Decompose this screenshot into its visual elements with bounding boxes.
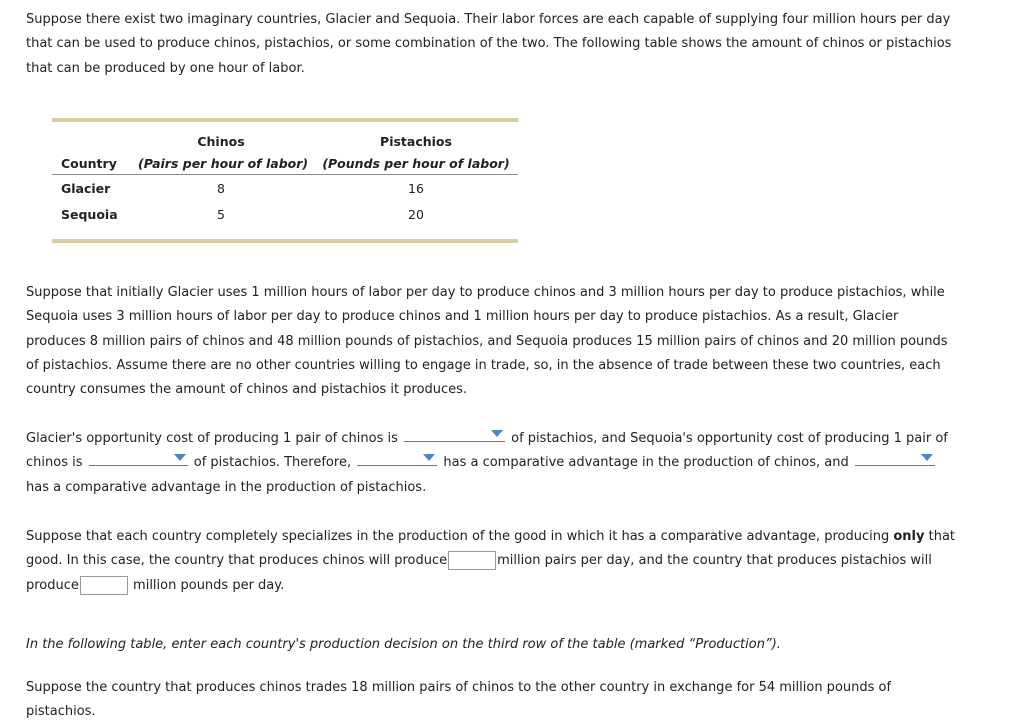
chevron-down-icon <box>921 454 933 461</box>
header-chinos: Chinos <box>197 134 245 149</box>
row-sequoia-chinos: 5 <box>217 207 225 222</box>
labor-productivity-table <box>52 118 518 243</box>
header-chinos-unit: (Pairs per hour of labor) <box>138 156 309 171</box>
header-pistachios: Pistachios <box>380 134 452 149</box>
chinos-production-input[interactable] <box>448 551 496 570</box>
opportunity-cost-question <box>26 427 961 500</box>
opp-cost-text-4: has a comparative advantage in the production of chinos, and <box>443 455 849 471</box>
glacier-opportunity-cost-dropdown[interactable] <box>404 427 505 442</box>
specialize-emphasis: only <box>893 529 925 544</box>
row-glacier-chinos: 8 <box>217 181 225 196</box>
scenario-paragraph: Suppose that initially Glacier uses 1 million hours of labor per day to produce chinos and 3 million hours per day to produce pistachios, while Sequoia uses 3 million hours of labor per day to produce chinos and 1 million hours per day to produce pistachios. As a result, Glacier produces 8 million pairs of chinos and 48 million pounds of pistachios, and Sequoia produces 15 million pairs of chinos and 20 million pounds of pistachios. Assume there are no other countries willing to engage in trade, so, in the absence of trade between these two countries, each country consumes the amount of chinos and pistachios it produces. <box>26 285 948 398</box>
header-country: Country <box>61 156 117 171</box>
chevron-down-icon <box>491 430 503 437</box>
pistachios-advantage-dropdown[interactable] <box>855 451 935 466</box>
sequoia-opportunity-cost-dropdown[interactable] <box>89 451 188 466</box>
opp-cost-text-2: of pistachios, and Sequoia's opportunity cost of producing 1 pair of chinos is <box>26 431 948 471</box>
specialize-text-3: million pairs per day, and the country that produces pistachios will produce <box>26 553 932 593</box>
specialize-text-4: million pounds per day. <box>133 577 285 593</box>
row-glacier-country: Glacier <box>61 181 111 196</box>
row-sequoia-country: Sequoia <box>61 207 118 222</box>
opp-cost-text-3: of pistachios. Therefore, <box>193 455 352 471</box>
chevron-down-icon <box>423 454 435 461</box>
table-header-divider <box>52 174 518 175</box>
specialization-question <box>26 525 961 598</box>
row-glacier-pistachios: 16 <box>408 181 424 196</box>
header-pistachios-unit: (Pounds per hour of labor) <box>322 156 510 171</box>
chevron-down-icon <box>174 454 186 461</box>
intro-paragraph: Suppose there exist two imaginary countries, Glacier and Sequoia. Their labor forces are each capable of supplying four million hours per day that can be used to produce chinos, pistachios, or some combination of the two. The following table shows the amount of chinos or pistachios that can be produced by one hour of labor. <box>26 12 952 76</box>
specialize-text-2: that good. In this case, the country that produces chinos will produce <box>26 529 956 569</box>
instruction-text: In the following table, enter each country's production decision on the third row of the table (marked “Production”). <box>26 637 781 652</box>
trade-paragraph: Suppose the country that produces chinos trades 18 million pairs of chinos to the other country in exchange for 54 million pounds of pistachios. <box>26 680 892 720</box>
specialize-text-1: Suppose that each country completely specializes in the production of the good in which it has a comparative advantage, producing <box>26 529 890 544</box>
row-sequoia-pistachios: 20 <box>408 207 424 222</box>
opp-cost-text-5: has a comparative advantage in the production of pistachios. <box>26 479 427 495</box>
opp-cost-text-1: Glacier's opportunity cost of producing 1 pair of chinos is <box>26 431 398 446</box>
pistachios-production-input[interactable] <box>80 576 128 595</box>
chinos-advantage-dropdown[interactable] <box>357 451 437 466</box>
